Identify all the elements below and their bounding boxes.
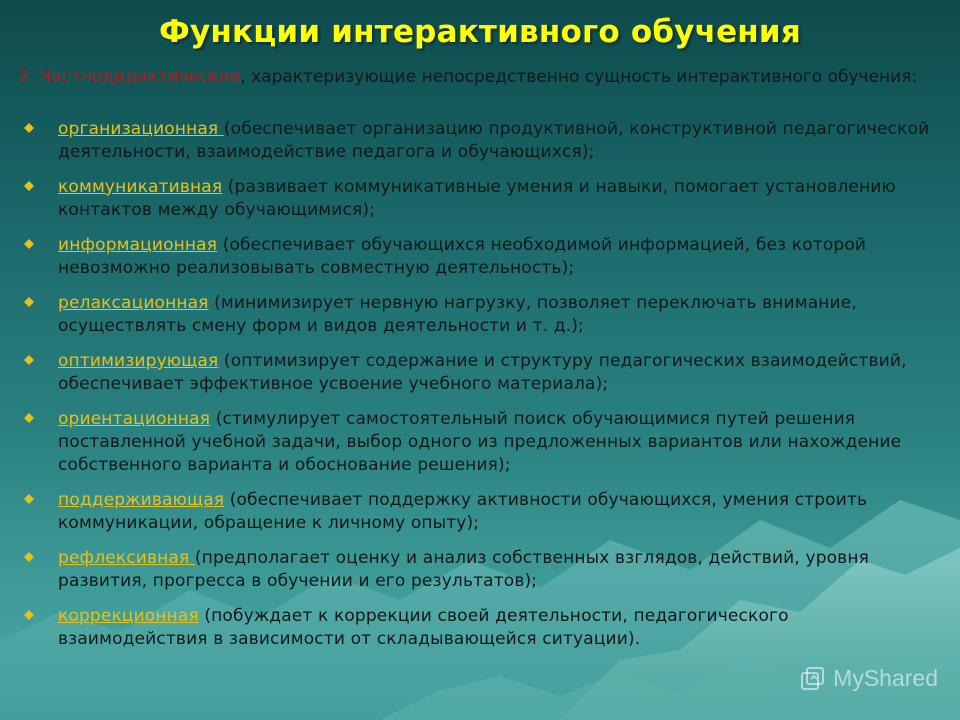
slide-title: Функции интерактивного обучения: [159, 14, 801, 50]
function-description: (обеспечивает обучающихся необходимой информацией, без которой невозможно реализовывать совместную деятельность);: [58, 235, 867, 278]
function-keyword: ориентационная: [58, 409, 211, 429]
function-description: (побуждает к коррекции своей деятельности, педагогического взаимодействия в зависимости от складывающейся ситуации).: [58, 606, 789, 649]
function-keyword: коррекционная: [58, 606, 199, 626]
list-item: [22, 547, 932, 593]
diamond-bullet-icon: [24, 494, 34, 504]
list-item: [22, 350, 932, 396]
intro-lead: 2. Частнодидактические: [18, 67, 241, 87]
diamond-bullet-icon: [24, 297, 34, 307]
function-description: (стимулирует самостоятельный поиск обучающимися путей решения поставленной учебной задачи, выбор одного из предложенных вариантов или нахождение собственного варианта и обоснование решения);: [58, 409, 902, 475]
diamond-bullet-icon: [24, 610, 34, 620]
function-keyword: коммуникативная: [58, 177, 223, 197]
list-item: [22, 118, 932, 164]
function-keyword: оптимизирующая: [58, 351, 219, 371]
watermark: [799, 664, 938, 692]
function-description: (обеспечивает организацию продуктивной, конструктивной педагогической деятельности, взаимодействие педагога и обучающихся);: [58, 119, 930, 162]
function-description: (развивает коммуникативные умения и навыки, помогает установлению контактов между обучающимися);: [58, 177, 896, 220]
list-item: [22, 489, 932, 535]
function-keyword: поддерживающая: [58, 490, 225, 510]
list-item: [22, 408, 932, 477]
list-item: [22, 176, 932, 222]
intro-paragraph: [18, 66, 918, 89]
diamond-bullet-icon: [24, 413, 34, 423]
function-description: (оптимизирует содержание и структуру педагогических взаимодействий, обеспечивает эффективное усвоение учебного материала);: [58, 351, 907, 394]
diamond-bullet-icon: [24, 552, 34, 562]
intro-rest: , характеризующие непосредственно сущность интерактивного обучения:: [240, 67, 918, 87]
myshared-logo-icon: [799, 664, 827, 692]
function-keyword: информационная: [58, 235, 218, 255]
function-list: [22, 118, 932, 663]
function-description: (предполагает оценку и анализ собственных взглядов, действий, уровня развития, прогресса в обучении и его результатов);: [58, 548, 869, 591]
list-item: [22, 292, 932, 338]
list-item: [22, 605, 932, 651]
diamond-bullet-icon: [24, 355, 34, 365]
diamond-bullet-icon: [24, 123, 34, 133]
list-item: [22, 234, 932, 280]
function-keyword: организационная: [58, 119, 224, 139]
diamond-bullet-icon: [24, 181, 34, 191]
watermark-text: MyShared: [833, 664, 938, 691]
function-description: (минимизирует нервную нагрузку, позволяет переключать внимание, осуществлять смену форм и видов деятельности и т. д.);: [58, 293, 857, 336]
function-description: (обеспечивает поддержку активности обучающихся, умения строить коммуникации, обращение к личному опыту);: [58, 490, 868, 533]
diamond-bullet-icon: [24, 239, 34, 249]
function-keyword: релаксационная: [58, 293, 209, 313]
function-keyword: рефлексивная: [58, 548, 195, 568]
